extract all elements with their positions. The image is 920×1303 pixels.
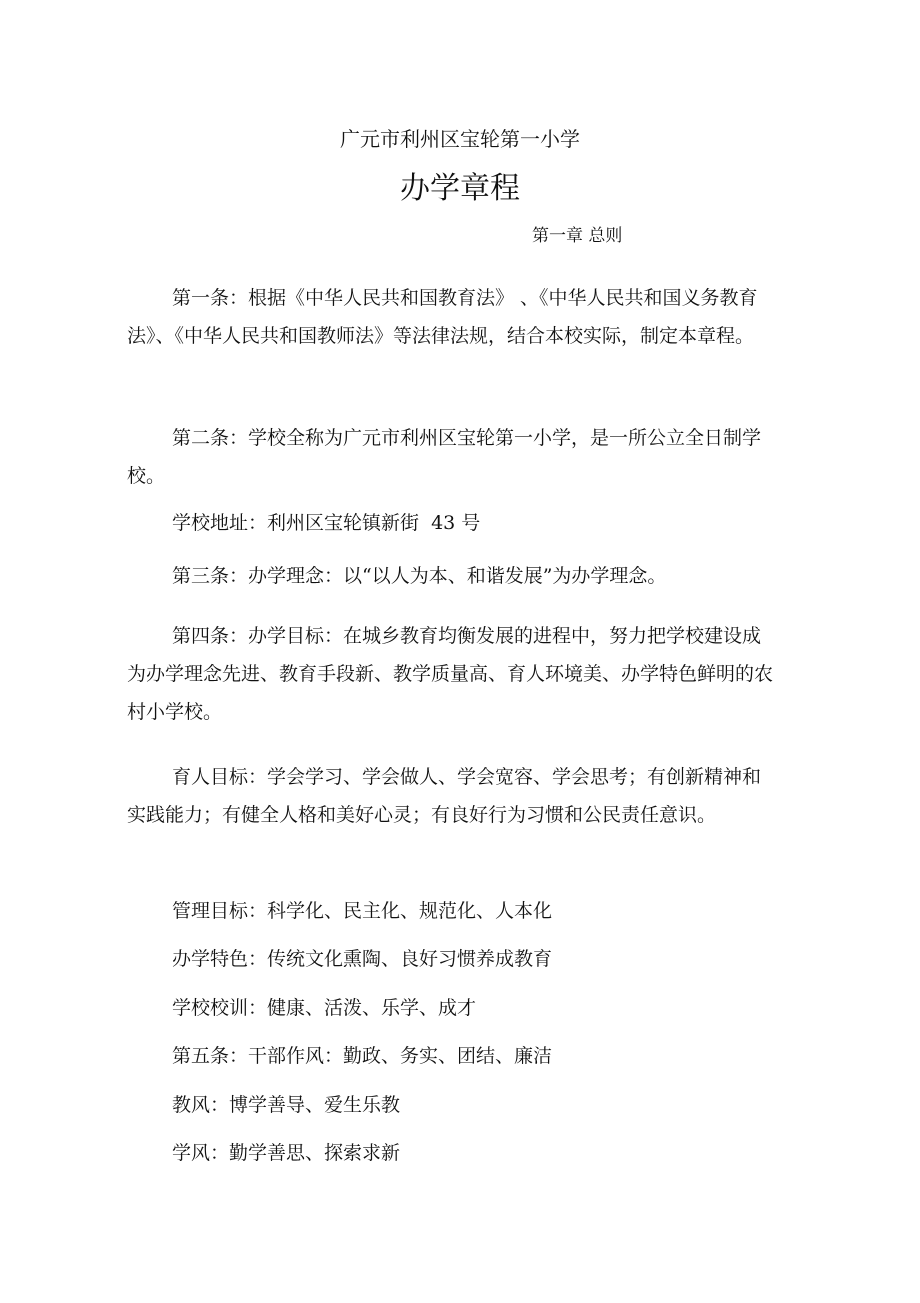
management-goal: 管理目标：科学化、民主化、规范化、人本化 [172,900,553,922]
article-4: 第四条：办学目标：在城乡教育均衡发展的进程中，努力把学校建设成为办学理念先进、教育手段新、教学质量高、育人环境美、办学特色鲜明的农村小学校。 [127,625,774,723]
school-features: 办学特色：传统文化熏陶、良好习惯养成教育 [172,948,553,970]
chapter-heading: 第一章 总则 [532,226,623,246]
teaching-style: 教风：博学善导、爱生乐教 [172,1094,401,1116]
school-address: 学校地址：利州区宝轮镇新街 43 号 [172,512,481,534]
school-name: 广元市利州区宝轮第一小学 [340,127,580,151]
school-motto: 学校校训：健康、活泼、乐学、成才 [172,997,477,1019]
study-style: 学风：勤学善思、探索求新 [172,1142,401,1164]
education-goal: 育人目标：学会学习、学会做人、学会宽容、学会思考；有创新精神和实践能力；有健全人格和美好心灵；有良好行为习惯和公民责任意识。 [127,766,762,826]
article-5: 第五条：干部作风：勤政、务实、团结、廉洁 [172,1045,553,1067]
article-2: 第二条：学校全称为广元市利州区宝轮第一小学，是一所公立全日制学校。 [127,427,762,487]
article-1: 第一条：根据《中华人民共和国教育法》 、《中华人民共和国义务教育法》、《中华人民共和国教师法》等法律法规，结合本校实际，制定本章程。 [127,287,758,347]
document-title: 办学章程 [400,171,520,206]
article-3: 第三条：办学理念：以“以人为本、和谐发展”为办学理念。 [172,565,667,587]
